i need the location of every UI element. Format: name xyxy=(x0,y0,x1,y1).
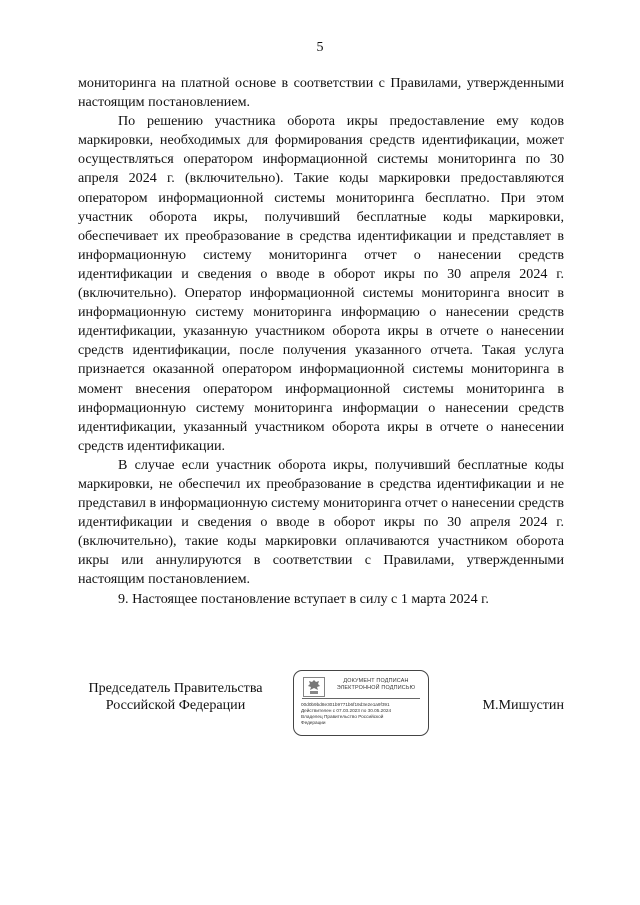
emblem-icon xyxy=(303,677,325,697)
signature-block xyxy=(0,668,640,748)
signatory-position xyxy=(78,680,273,714)
stamp-validity: Действителен с 07.03.2023 по 30.05.2024 xyxy=(301,708,392,713)
paragraph-continuation: мониторинга на платной основе в соответствии с Правилами, утвержденными настоящим постановлением. xyxy=(78,75,564,111)
electronic-signature-stamp xyxy=(293,670,429,736)
stamp-owner-line1: Владелец Правительство Российской xyxy=(301,714,384,719)
paragraph-free-codes: По решению участника оборота икры предоставление ему кодов маркировки, необходимых для формирования средств идентификации, может осуществляться оператором информационной системы мониторинга по 30 апреля 2024 г. (включительно). Такие коды маркировки предоставляются оператором информационной системы мониторинга бесплатно. При этом участник оборота икры, получивший бесплатные коды маркировки, обеспечивает их преобразование в средства идентификации и представляет в информационную систему мониторинга отчет о нанесении средств идентификации и сведения о вводе в оборот икры по 30 апреля 2024 г. (включительно). Оператор информационной системы мониторинга вносит в информационную систему мониторинга информацию о нанесении средств идентификации, указанную участником оборота икры в отчете о нанесении средств идентификации, после получения указанного отчета. Такая услуга признается оказанной оператором информационной системы мониторинга в момент внесения оператором информационной системы мониторинга в информационную систему мониторинга информации о нанесении средств идентификации, указанный участником оборота икры в отчете о нанесении средств идентификации. xyxy=(78,113,564,454)
stamp-details xyxy=(301,702,391,726)
paragraph-effective-date: 9. Настоящее постановление вступает в силу с 1 марта 2024 г. xyxy=(118,590,489,607)
document-body xyxy=(78,74,564,609)
signatory-name: М.Мишустин xyxy=(482,697,564,713)
stamp-title xyxy=(326,678,426,692)
stamp-title-line2: ЭЛЕКТРОННОЙ ПОДПИСЬЮ xyxy=(336,685,416,691)
stamp-title-line1: ДОКУМЕНТ ПОДПИСАН xyxy=(343,678,409,684)
stamp-divider xyxy=(302,698,420,699)
signatory-position-line1: Председатель Правительства xyxy=(88,680,263,696)
stamp-owner-line2: Федерации xyxy=(301,720,326,725)
stamp-certificate: 00d0b9bd8e301b9771b6f19d3e2e1a9f391 xyxy=(301,702,390,707)
page-number: 5 xyxy=(316,40,324,55)
paragraph-unpaid-codes: В случае если участник оборота икры, получивший бесплатные коды маркировки, не обеспечил их преобразование в средства идентификации и не представил в информационную систему мониторинга отчет о нанесении средств идентификации и сведения о вводе в оборот икры по 30 апреля 2024 г. (включительно), такие коды маркировки оплачиваются участником оборота икры или аннулируются в соответствии с Правилами, утвержденными настоящим постановлением. xyxy=(78,456,564,588)
signatory-position-line2: Российской Федерации xyxy=(105,697,246,713)
